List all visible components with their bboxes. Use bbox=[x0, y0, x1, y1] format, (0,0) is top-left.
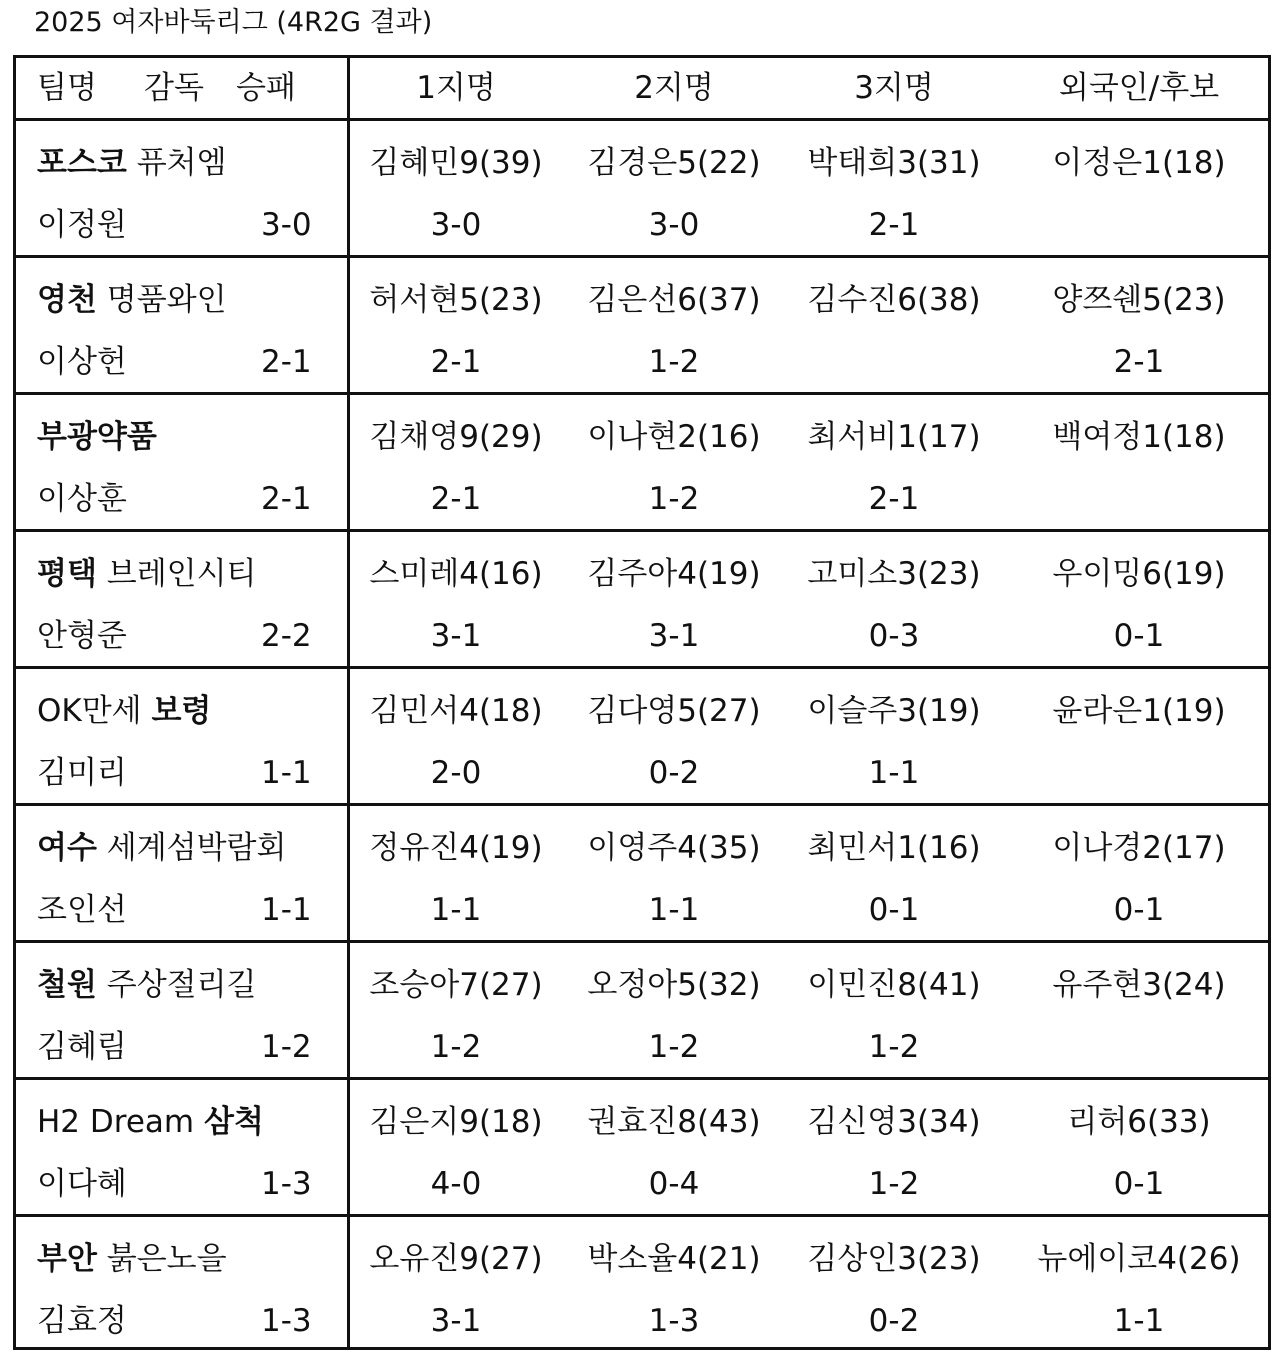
player-score: 2-1 bbox=[430, 481, 482, 517]
team-name bbox=[37, 417, 157, 457]
player-score: 3-0 bbox=[648, 207, 700, 243]
team-name bbox=[37, 280, 227, 320]
player-score: 1-1 bbox=[648, 892, 700, 928]
player-name: 스미레4(16) bbox=[369, 556, 543, 592]
player-name: 양쯔쉔5(23) bbox=[1052, 282, 1226, 318]
table-row bbox=[16, 1217, 1268, 1354]
player-name: 김수진6(38) bbox=[807, 282, 981, 318]
player-score: 2-1 bbox=[868, 207, 920, 243]
player-name: 우이밍6(19) bbox=[1052, 556, 1226, 592]
team-name-prefix: OK만세 bbox=[37, 693, 152, 729]
team-name-suffix: 주상절리길 bbox=[96, 967, 257, 1003]
header-pick-2: 2지명 bbox=[634, 70, 714, 106]
player-name: 권효진8(43) bbox=[587, 1104, 761, 1140]
team-name-prefix: H2 Dream bbox=[37, 1104, 204, 1140]
player-score: 0-1 bbox=[1113, 892, 1165, 928]
player-score: 1-1 bbox=[868, 755, 920, 791]
player-score: 1-2 bbox=[648, 344, 700, 380]
player-name: 김다영5(27) bbox=[587, 693, 761, 729]
player-name: 김경은5(22) bbox=[587, 145, 761, 181]
team-region: 영천 bbox=[37, 282, 97, 318]
team-region: 부안 bbox=[37, 1241, 97, 1277]
team-name-suffix: 퓨처엠 bbox=[126, 145, 227, 181]
player-name: 이영주4(35) bbox=[587, 830, 761, 866]
player-name: 김민서4(18) bbox=[369, 693, 543, 729]
player-score: 2-1 bbox=[1113, 344, 1165, 380]
table-row bbox=[16, 669, 1268, 806]
player-name: 윤라은1(19) bbox=[1052, 693, 1226, 729]
team-record: 2-2 bbox=[261, 618, 312, 654]
team-record: 1-3 bbox=[261, 1303, 312, 1339]
team-name bbox=[37, 1102, 264, 1142]
table-row bbox=[16, 943, 1268, 1080]
player-name: 조승아7(27) bbox=[369, 967, 543, 1003]
player-name: 정유진4(19) bbox=[369, 830, 543, 866]
player-score: 2-1 bbox=[868, 481, 920, 517]
player-score: 1-2 bbox=[648, 1029, 700, 1065]
player-name: 허서현5(23) bbox=[369, 282, 543, 318]
coach-name: 이다혜 bbox=[37, 1166, 127, 1202]
player-score: 1-1 bbox=[1113, 1303, 1165, 1339]
header-team: 팀명 bbox=[37, 70, 97, 106]
team-name bbox=[37, 143, 227, 183]
team-name bbox=[37, 1239, 227, 1279]
player-name: 이민진8(41) bbox=[807, 967, 981, 1003]
coach-name: 김효정 bbox=[37, 1303, 127, 1339]
coach-name: 이정원 bbox=[37, 207, 127, 243]
player-score: 0-1 bbox=[868, 892, 920, 928]
table-row bbox=[16, 532, 1268, 669]
table-header bbox=[16, 58, 1268, 121]
player-name: 이나경2(17) bbox=[1052, 830, 1226, 866]
player-name: 김혜민9(39) bbox=[369, 145, 543, 181]
team-name-suffix: 세계섬박람회 bbox=[96, 830, 287, 866]
player-name: 오유진9(27) bbox=[369, 1241, 543, 1277]
player-score: 0-2 bbox=[868, 1303, 920, 1339]
player-name: 이슬주3(19) bbox=[807, 693, 981, 729]
table-row bbox=[16, 121, 1268, 258]
player-score: 1-1 bbox=[430, 892, 482, 928]
team-record: 1-2 bbox=[261, 1029, 312, 1065]
table-row bbox=[16, 395, 1268, 532]
team-name bbox=[37, 554, 257, 594]
team-record: 1-1 bbox=[261, 755, 312, 791]
player-name: 유주현3(24) bbox=[1052, 967, 1226, 1003]
team-name-suffix: 붉은노을 bbox=[96, 1241, 227, 1277]
team-record: 1-3 bbox=[261, 1166, 312, 1202]
team-region: 평택 bbox=[37, 556, 97, 592]
player-score: 3-1 bbox=[648, 618, 700, 654]
player-score: 0-4 bbox=[648, 1166, 700, 1202]
table-row bbox=[16, 806, 1268, 943]
header-record: 승패 bbox=[236, 70, 296, 106]
player-score: 1-2 bbox=[430, 1029, 482, 1065]
player-name: 김주아4(19) bbox=[587, 556, 761, 592]
player-name: 리허6(33) bbox=[1067, 1104, 1211, 1140]
team-name-suffix: 명품와인 bbox=[96, 282, 227, 318]
team-name bbox=[37, 828, 286, 868]
player-name: 김은지9(18) bbox=[369, 1104, 543, 1140]
coach-name: 김혜림 bbox=[37, 1029, 127, 1065]
player-name: 최서비1(17) bbox=[807, 419, 981, 455]
player-name: 박소율4(21) bbox=[587, 1241, 761, 1277]
header-coach: 감독 bbox=[144, 70, 204, 106]
player-name: 오정아5(32) bbox=[587, 967, 761, 1003]
player-name: 뉴에이코4(26) bbox=[1037, 1241, 1241, 1277]
player-score: 1-2 bbox=[648, 481, 700, 517]
team-region: 부광약품 bbox=[37, 419, 157, 455]
player-score: 2-1 bbox=[430, 344, 482, 380]
team-region: 철원 bbox=[37, 967, 97, 1003]
player-name: 김채영9(29) bbox=[369, 419, 543, 455]
team-name-suffix: 브레인시티 bbox=[96, 556, 257, 592]
player-name: 이나현2(16) bbox=[587, 419, 761, 455]
player-name: 고미소3(23) bbox=[807, 556, 981, 592]
table-row bbox=[16, 258, 1268, 395]
team-record: 3-0 bbox=[261, 207, 312, 243]
player-score: 1-3 bbox=[648, 1303, 700, 1339]
coach-name: 이상헌 bbox=[37, 344, 127, 380]
player-score: 0-3 bbox=[868, 618, 920, 654]
team-region: 포스코 bbox=[37, 145, 127, 181]
coach-name: 김미리 bbox=[37, 755, 127, 791]
player-score: 3-0 bbox=[430, 207, 482, 243]
team-record: 1-1 bbox=[261, 892, 312, 928]
player-name: 백여정1(18) bbox=[1052, 419, 1226, 455]
player-score: 2-0 bbox=[430, 755, 482, 791]
player-name: 김은선6(37) bbox=[587, 282, 761, 318]
player-name: 김신영3(34) bbox=[807, 1104, 981, 1140]
header-foreign-reserve: 외국인/후보 bbox=[1058, 70, 1220, 106]
coach-name: 이상훈 bbox=[37, 481, 127, 517]
player-name: 최민서1(16) bbox=[807, 830, 981, 866]
player-score: 1-2 bbox=[868, 1029, 920, 1065]
header-pick-1: 1지명 bbox=[416, 70, 496, 106]
team-name bbox=[37, 965, 257, 1005]
coach-name: 안형준 bbox=[37, 618, 127, 654]
header-pick-3: 3지명 bbox=[854, 70, 934, 106]
team-record: 2-1 bbox=[261, 344, 312, 380]
player-score: 0-2 bbox=[648, 755, 700, 791]
player-score: 0-1 bbox=[1113, 618, 1165, 654]
player-score: 4-0 bbox=[430, 1166, 482, 1202]
results-table bbox=[13, 55, 1271, 1350]
table-row bbox=[16, 1080, 1268, 1217]
player-score: 3-1 bbox=[430, 1303, 482, 1339]
team-name bbox=[37, 691, 211, 731]
coach-name: 조인선 bbox=[37, 892, 127, 928]
team-region: 여수 bbox=[37, 830, 97, 866]
player-score: 3-1 bbox=[430, 618, 482, 654]
team-region: 보령 bbox=[151, 693, 212, 729]
team-region: 삼척 bbox=[203, 1104, 264, 1140]
player-score: 1-2 bbox=[868, 1166, 920, 1202]
player-name: 김상인3(23) bbox=[807, 1241, 981, 1277]
player-score: 0-1 bbox=[1113, 1166, 1165, 1202]
team-record: 2-1 bbox=[261, 481, 312, 517]
player-name: 박태희3(31) bbox=[807, 145, 981, 181]
page-title: 2025 여자바둑리그 (4R2G 결과) bbox=[34, 7, 433, 38]
player-name: 이정은1(18) bbox=[1052, 145, 1226, 181]
